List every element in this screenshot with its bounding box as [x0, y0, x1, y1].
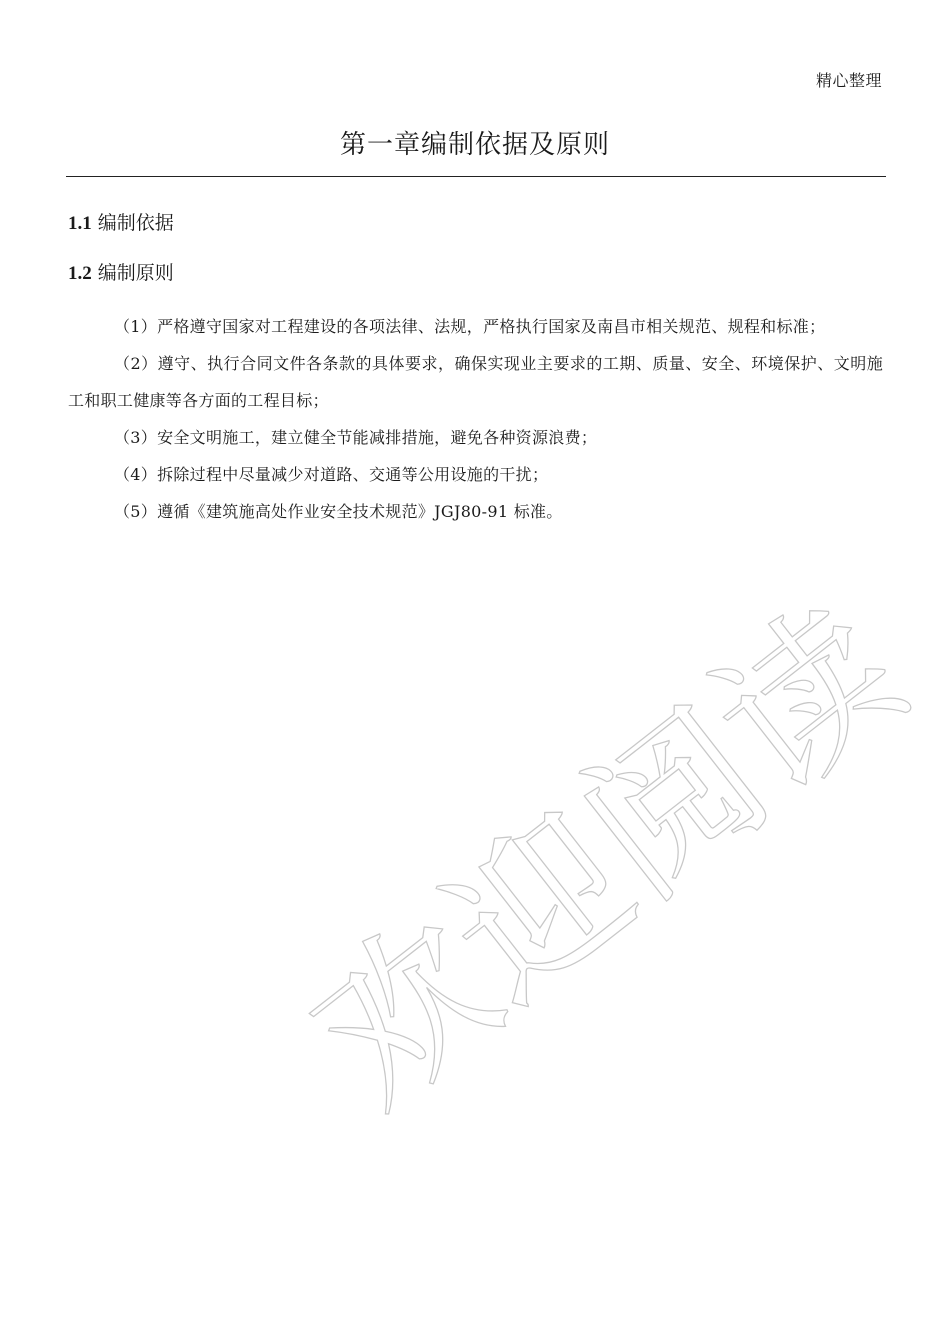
title-divider: [66, 176, 886, 177]
principle-paragraph: （3）安全文明施工，建立健全节能减排措施，避免各种资源浪费；: [114, 428, 598, 447]
section-heading-1-1: [68, 208, 174, 235]
section-label: 编制原则: [97, 262, 174, 284]
section-number: 1.2: [68, 263, 92, 284]
section-label: 编制依据: [97, 212, 174, 234]
header-note: 精心整理: [815, 71, 882, 90]
principle-paragraph: （5）遵循《建筑施高处作业安全技术规范》JGJ80-91 标准。: [114, 502, 563, 521]
section-number: 1.1: [68, 213, 92, 234]
watermark-text: 欢迎阅读: [279, 568, 938, 1144]
principle-paragraph: （1）严格遵守国家对工程建设的各项法律、法规，严格执行国家及南昌市相关规范、规程和标准；: [114, 317, 826, 336]
chapter-title: 第一章编制依据及原则: [339, 130, 610, 160]
principle-paragraph: （2）遵守、执行合同文件各条款的具体要求，确保实现业主要求的工期、质量、安全、环境保护、文明施工和职工健康等各方面的工程目标；: [68, 354, 883, 410]
principles-list: [68, 308, 883, 530]
principle-paragraph: （4）拆除过程中尽量减少对道路、交通等公用设施的干扰；: [114, 465, 549, 484]
section-heading-1-2: [68, 258, 174, 285]
